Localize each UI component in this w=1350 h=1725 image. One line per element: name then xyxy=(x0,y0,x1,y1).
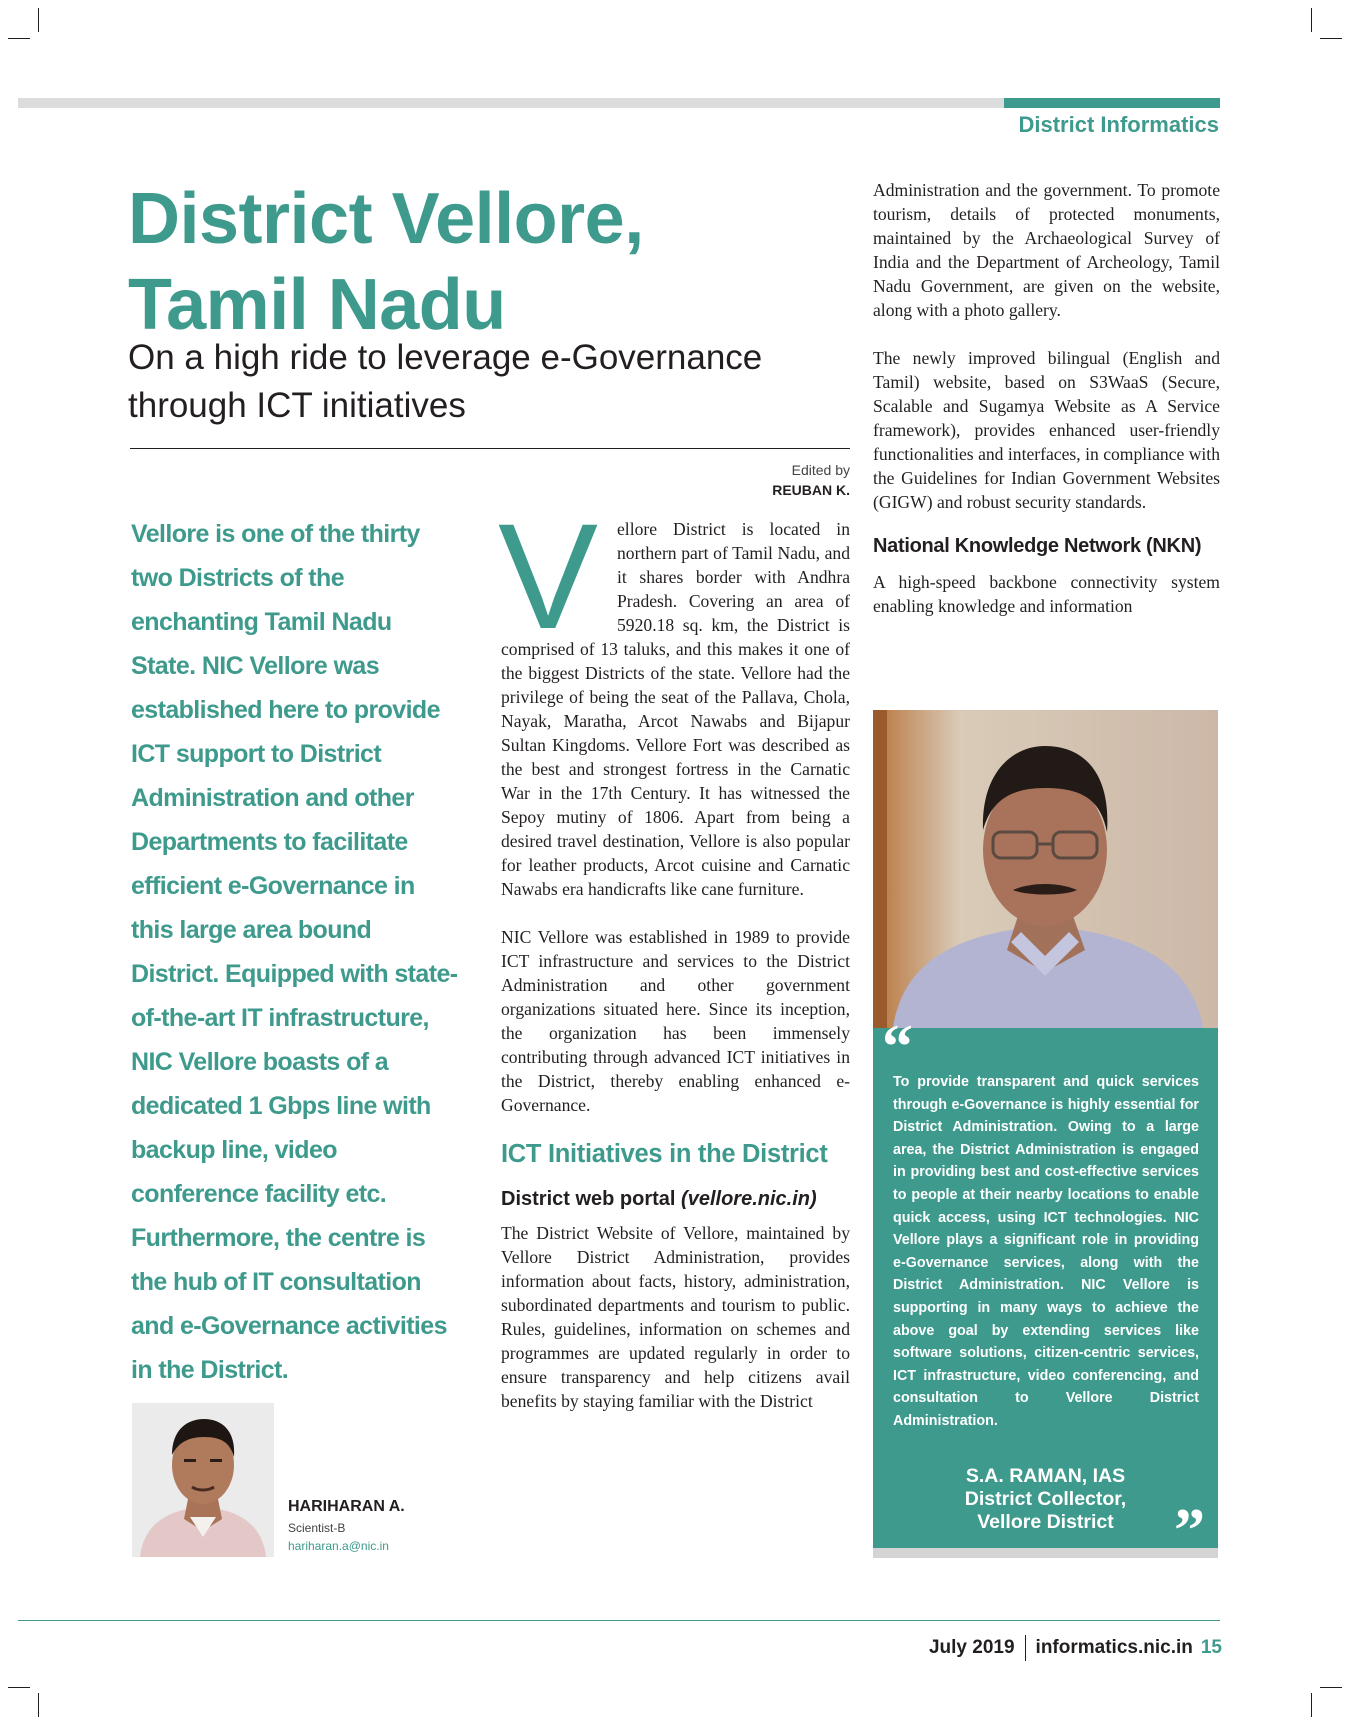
footer-site[interactable]: informatics.nic.in xyxy=(1035,1637,1193,1658)
drop-cap: V xyxy=(498,492,599,660)
title-divider xyxy=(130,448,850,449)
page-footer xyxy=(929,1634,1222,1662)
crop-mark xyxy=(8,38,30,39)
page-number: 15 xyxy=(1200,1637,1222,1658)
title-line-1: District Vellore, xyxy=(128,179,644,259)
body-paragraph: Administration and the government. To promote tourism, details of protected monuments, maintained by the Archaeological Survey of India and the Department of Archeology, Tamil Nadu Government, are given on the website, along with a photo gallery. xyxy=(873,180,1220,320)
crop-mark xyxy=(1311,8,1312,32)
quote-box-shadow xyxy=(873,1548,1218,1558)
body-paragraph: The newly improved bilingual (English and Tamil) website, based on S3WaaS (Secure, Scalable and Sugamya Website as A Service framework), provides enhanced user-friendly functionalities and interfaces, in compliance with the Guidelines for Indian Government Websites (GIGW) and robust security standards. xyxy=(873,348,1220,512)
author-photo xyxy=(132,1403,274,1557)
article-title xyxy=(128,176,828,348)
subtitle-line-1: On a high ride to leverage e-Governance xyxy=(128,338,763,377)
author-name: HARIHARAN A. xyxy=(288,1498,405,1515)
quote-attribution xyxy=(873,1465,1218,1534)
crop-mark xyxy=(38,8,39,32)
section-heading: ICT Initiatives in the District xyxy=(501,1140,828,1168)
crop-mark xyxy=(1320,38,1342,39)
paragraph-text: ellore District is located in northern part of Tamil Nadu, and it shares border with Andhra Pradesh. Covering an area of 5920.18 sq. km, the District is comprised of 13 taluks, and this makes it one of the biggest Districts of the state. Vellore had the privilege of being the seat of the Pallava, Chola, Nayak, Maratha, Arcot Nawabs and Bijapur Sultan Kingdoms. Vellore Fort was described as the best and strongest fortress in the Carnatic War in the 17th Century. It has witnessed the Sepoy mutiny of 1806. Apart from being a desired travel destination, Vellore is also popular for leather products, Arcot cuisine and Carnatic Nawabs era handicrafts like cane furniture. xyxy=(501,519,850,899)
subsection-title: District web portal xyxy=(501,1188,676,1210)
subsection-heading: National Knowledge Network (NKN) xyxy=(873,535,1202,557)
issue-date: July 2019 xyxy=(928,1637,1015,1658)
crop-mark xyxy=(38,1693,39,1717)
body-paragraph: The District Website of Vellore, maintained by Vellore District Administration, provides information about facts, history, administration, subordinated departments and tourism to public. Rules, guidelines, information on schemes and programmes are updated regularly in order to ensure transparency and help citizens avail benefits by staying familiar with the District xyxy=(501,1223,850,1411)
header-accent-bar xyxy=(1004,98,1220,108)
body-paragraph: A high-speed backbone connectivity system enabling knowledge and information xyxy=(873,572,1220,616)
article-column-middle xyxy=(498,492,850,1413)
section-label: District Informatics xyxy=(1018,112,1219,137)
body-paragraph: NIC Vellore was established in 1989 to provide ICT infrastructure and services to the District Administration and other government organizations situated here. Since its inception, the organization has been immensely contributing through advanced ICT initiatives in the District, thereby enabling enhanced e-Governance. xyxy=(501,927,850,1115)
quote-author-office: Vellore District xyxy=(977,1511,1114,1533)
article-column-right xyxy=(873,178,1220,618)
quote-author-title: District Collector, xyxy=(964,1488,1127,1510)
author-email[interactable]: hariharan.a@nic.in xyxy=(288,1539,389,1553)
crop-mark xyxy=(1320,1687,1342,1688)
intro-summary: Vellore is one of the thirty two Districts of the enchanting Tamil Nadu State. NIC Vellore was established here to provide ICT support to District Administration and other Departments to facilitate efficient e-Governance in this large area bound District. Equipped with state-of-the-art IT infrastructure, NIC Vellore boasts of a dedicated 1 Gbps line with backup line, video conference facility etc. Furthermore, the centre is the hub of IT consultation and e-Governance activities in the District. xyxy=(131,520,458,1384)
quote-text: To provide transparent and quick services through e-Governance is highly essential for District Administration. Owing to a large area, the District Administration is engaged in providing best and cost-effective services to people at their nearby locations to enable quick access, using ICT technologies. NIC Vellore plays a significant role in providing e-Governance services, along with the District Administration. NIC Vellore is supporting in many ways to achieve the above goal by extending services like software solutions, citizen-centric services, ICT infrastructure, video conferencing, and consultation to Vellore District Administration. xyxy=(893,1074,1199,1429)
article-subtitle xyxy=(128,334,848,430)
crop-mark xyxy=(1311,1693,1312,1717)
close-quote-icon: ” xyxy=(1174,1497,1205,1565)
quote-author-name: S.A. RAMAN, IAS xyxy=(965,1465,1126,1487)
portal-url: (vellore.nic.in) xyxy=(681,1188,817,1210)
footer-rule xyxy=(18,1620,1220,1621)
collector-photo xyxy=(873,710,1218,1028)
editor-name: REUBAN K. xyxy=(772,482,850,498)
body-paragraph xyxy=(498,492,850,901)
crop-mark xyxy=(8,1687,30,1688)
subtitle-line-2: through ICT initiatives xyxy=(128,386,466,425)
title-line-2: Tamil Nadu xyxy=(128,265,506,345)
footer-separator xyxy=(1025,1635,1026,1661)
subsection-heading xyxy=(501,1185,850,1213)
editor-label: Edited by xyxy=(791,462,850,478)
open-quote-icon: “ xyxy=(882,1013,913,1081)
editor-credit xyxy=(600,460,850,500)
author-role: Scientist-B xyxy=(288,1521,346,1535)
